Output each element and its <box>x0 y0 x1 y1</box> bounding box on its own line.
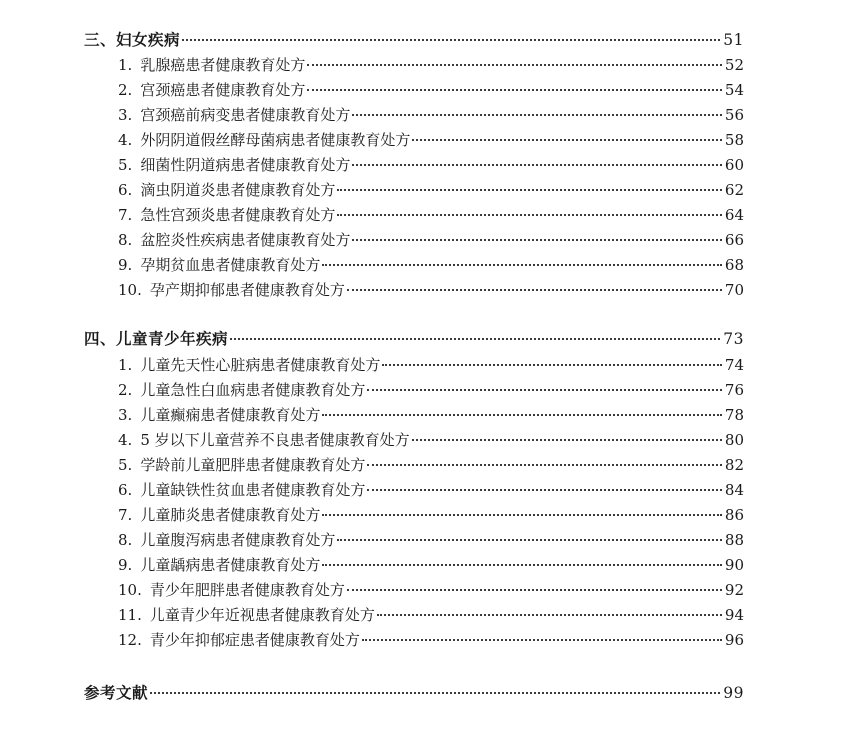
entry-number: 7. <box>118 506 133 524</box>
page-number: 74 <box>724 356 744 374</box>
entry-title: 儿童龋病患者健康教育处方 <box>140 556 321 574</box>
entry-title: 5 岁以下儿童营养不良患者健康教育处方 <box>140 431 410 449</box>
entry-title: 青少年肥胖患者健康教育处方 <box>149 581 345 599</box>
page-number: 92 <box>724 581 744 599</box>
toc-entry[interactable] <box>118 504 744 526</box>
entry-number: 4. <box>118 131 133 149</box>
entry-title: 急性宫颈炎患者健康教育处方 <box>140 206 336 224</box>
page-number: 78 <box>724 406 744 424</box>
dot-leader <box>412 439 722 441</box>
page-number: 66 <box>724 231 744 249</box>
entry-title: 孕期贫血患者健康教育处方 <box>140 256 321 274</box>
page-number: 56 <box>724 106 744 124</box>
toc-entry[interactable] <box>118 79 744 101</box>
entry-title: 儿童癫痫患者健康教育处方 <box>140 406 321 424</box>
dot-leader <box>322 514 722 516</box>
toc-entry[interactable] <box>118 279 744 301</box>
dot-leader <box>382 364 722 366</box>
entry-title: 儿童青少年近视患者健康教育处方 <box>149 606 375 624</box>
entry-number: 2. <box>118 81 133 99</box>
page-number: 70 <box>724 281 744 299</box>
page-number: 96 <box>724 631 744 649</box>
entry-number: 6. <box>118 181 133 199</box>
entry-number: 8. <box>118 531 133 549</box>
entry-number: 10. <box>118 581 142 599</box>
dot-leader <box>182 39 720 41</box>
entry-number: 10. <box>118 281 142 299</box>
entry-title: 滴虫阴道炎患者健康教育处方 <box>140 181 336 199</box>
toc-entry[interactable] <box>118 404 744 426</box>
entry-title: 儿童肺炎患者健康教育处方 <box>140 506 321 524</box>
page-number: 86 <box>724 506 744 524</box>
toc-entry[interactable] <box>118 579 744 601</box>
dot-leader <box>337 539 722 541</box>
dot-leader <box>367 389 722 391</box>
dot-leader <box>307 64 722 66</box>
toc-entry[interactable] <box>118 604 744 626</box>
dot-leader <box>337 189 722 191</box>
dot-leader <box>352 239 722 241</box>
toc-entry[interactable] <box>118 104 744 126</box>
dot-leader <box>337 214 722 216</box>
entry-title: 外阴阴道假丝酵母菌病患者健康教育处方 <box>140 131 411 149</box>
entry-number: 1. <box>118 356 133 374</box>
entry-number: 11. <box>118 606 142 624</box>
dot-leader <box>150 692 720 694</box>
page-number: 80 <box>724 431 744 449</box>
toc-entry[interactable] <box>118 429 744 451</box>
entry-title: 宫颈癌患者健康教育处方 <box>140 81 306 99</box>
toc-entry[interactable] <box>118 179 744 201</box>
page-number: 51 <box>723 31 744 49</box>
page-number: 54 <box>724 81 744 99</box>
dot-leader <box>347 289 722 291</box>
dot-leader <box>347 589 722 591</box>
entry-number: 6. <box>118 481 133 499</box>
toc-entry[interactable] <box>118 554 744 576</box>
toc-entry[interactable] <box>118 204 744 226</box>
dot-leader <box>307 89 722 91</box>
page-number: 94 <box>724 606 744 624</box>
entry-title: 乳腺癌患者健康教育处方 <box>140 56 306 74</box>
entry-title: 儿童先天性心脏病患者健康教育处方 <box>140 356 381 374</box>
entry-number: 5. <box>118 156 133 174</box>
page-number: 60 <box>724 156 744 174</box>
entry-title: 细菌性阴道病患者健康教育处方 <box>140 156 351 174</box>
page-number: 82 <box>724 456 744 474</box>
entry-title: 儿童腹泻病患者健康教育处方 <box>140 531 336 549</box>
entry-title: 青少年抑郁症患者健康教育处方 <box>149 631 360 649</box>
toc-entry[interactable] <box>118 354 744 376</box>
toc-entry[interactable] <box>118 129 744 151</box>
page-number: 90 <box>724 556 744 574</box>
toc-entry[interactable] <box>118 529 744 551</box>
entry-title: 盆腔炎性疾病患者健康教育处方 <box>140 231 351 249</box>
page-number: 84 <box>724 481 744 499</box>
dot-leader <box>230 338 720 340</box>
section-heading[interactable] <box>84 328 744 350</box>
entry-number: 2. <box>118 381 133 399</box>
toc-entry[interactable] <box>118 629 744 651</box>
dot-leader <box>352 114 722 116</box>
section-title: 三、妇女疾病 <box>84 31 181 49</box>
entry-number: 7. <box>118 206 133 224</box>
page-number: 64 <box>724 206 744 224</box>
page-number: 68 <box>724 256 744 274</box>
toc-entry[interactable] <box>118 379 744 401</box>
page-number: 62 <box>724 181 744 199</box>
dot-leader <box>322 264 722 266</box>
page-number: 99 <box>723 684 744 702</box>
entry-number: 5. <box>118 456 133 474</box>
toc-entry[interactable] <box>118 229 744 251</box>
dot-leader <box>412 139 722 141</box>
entry-number: 9. <box>118 556 133 574</box>
entry-title: 孕产期抑郁患者健康教育处方 <box>149 281 345 299</box>
page-number: 76 <box>724 381 744 399</box>
entry-title: 学龄前儿童肥胖患者健康教育处方 <box>140 456 366 474</box>
toc-entry[interactable] <box>118 254 744 276</box>
entry-number: 12. <box>118 631 142 649</box>
dot-leader <box>352 164 722 166</box>
entry-number: 9. <box>118 256 133 274</box>
page-number: 58 <box>724 131 744 149</box>
dot-leader <box>362 639 722 641</box>
entry-number: 4. <box>118 431 133 449</box>
toc-entry[interactable] <box>118 479 744 501</box>
entry-number: 3. <box>118 106 133 124</box>
section-title: 四、儿童青少年疾病 <box>84 330 229 348</box>
toc-entry[interactable] <box>118 54 744 76</box>
references-heading[interactable] <box>84 682 744 704</box>
entry-title: 儿童缺铁性贫血患者健康教育处方 <box>140 481 366 499</box>
dot-leader <box>322 414 722 416</box>
entry-title: 儿童急性白血病患者健康教育处方 <box>140 381 366 399</box>
dot-leader <box>377 614 722 616</box>
entry-number: 3. <box>118 406 133 424</box>
toc-entry[interactable] <box>118 154 744 176</box>
page-number: 73 <box>723 330 744 348</box>
dot-leader <box>367 464 722 466</box>
toc-entry[interactable] <box>118 454 744 476</box>
page-number: 52 <box>724 56 744 74</box>
dot-leader <box>367 489 722 491</box>
section-heading[interactable] <box>84 29 744 51</box>
entry-title: 宫颈癌前病变患者健康教育处方 <box>140 106 351 124</box>
dot-leader <box>322 564 722 566</box>
page-number: 88 <box>724 531 744 549</box>
references-title: 参考文献 <box>84 684 149 702</box>
entry-number: 1. <box>118 56 133 74</box>
entry-number: 8. <box>118 231 133 249</box>
